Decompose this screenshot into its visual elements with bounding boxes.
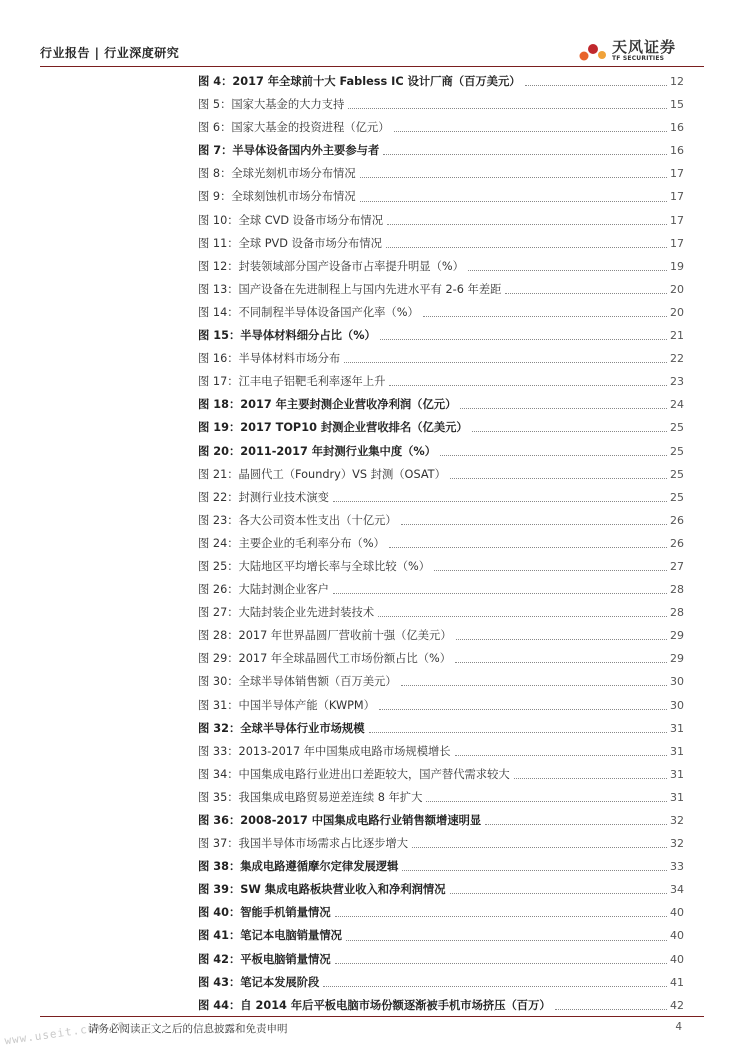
dot-leader bbox=[348, 108, 667, 109]
dot-leader bbox=[335, 916, 667, 917]
toc-entry-label: 图 39：SW 集成电路板块营业收入和净利润情况 bbox=[198, 883, 446, 897]
dot-leader bbox=[555, 1009, 667, 1010]
toc-entry-page: 32 bbox=[670, 814, 684, 827]
toc-entry-page: 26 bbox=[670, 536, 684, 550]
toc-entry-page: 16 bbox=[670, 144, 684, 158]
toc-entry-page: 26 bbox=[670, 513, 684, 527]
toc-entry-page: 15 bbox=[670, 98, 684, 112]
toc-entry-label: 图 25：大陆地区平均增长率与全球比较（%） bbox=[198, 559, 431, 573]
company-logo bbox=[578, 34, 698, 66]
toc-entry-label: 图 21：晶圆代工（Foundry）VS 封测（OSAT） bbox=[198, 467, 446, 481]
logo-text-en: TF SECURITIES bbox=[612, 55, 665, 62]
dot-leader bbox=[423, 316, 667, 317]
toc-entry-page: 27 bbox=[670, 559, 684, 573]
toc-entry-label: 图 12：封装领域部分国产设备市占率提升明显（%） bbox=[198, 259, 464, 273]
toc-entry-label: 图 42：平板电脑销量情况 bbox=[198, 952, 331, 966]
toc-entry-label: 图 4：2017 年全球前十大 Fabless IC 设计厂商（百万美元） bbox=[198, 75, 521, 88]
toc-entry[interactable] bbox=[198, 463, 684, 486]
dot-leader bbox=[369, 732, 667, 733]
toc-entry[interactable] bbox=[198, 647, 684, 670]
toc-entry-label: 图 29：2017 年全球晶圆代工市场份额占比（%） bbox=[198, 652, 452, 666]
toc-entry[interactable] bbox=[198, 670, 684, 693]
toc-entry-label: 图 40：智能手机销量情况 bbox=[198, 906, 331, 920]
dot-leader bbox=[456, 639, 667, 640]
toc-entry[interactable] bbox=[198, 786, 684, 809]
toc-entry[interactable] bbox=[198, 740, 684, 763]
toc-entry[interactable] bbox=[198, 301, 684, 324]
toc-entry-label: 图 14：不同制程半导体设备国产化率（%） bbox=[198, 305, 419, 319]
toc-entry-page: 42 bbox=[670, 998, 684, 1012]
toc-entry-page: 25 bbox=[670, 444, 684, 458]
dot-leader bbox=[450, 478, 667, 479]
toc-entry[interactable] bbox=[198, 370, 684, 393]
toc-entry-label: 图 34：中国集成电路行业进出口差距较大，国产替代需求较大 bbox=[198, 767, 510, 781]
dot-leader bbox=[525, 85, 667, 86]
toc-entry[interactable] bbox=[198, 416, 684, 439]
toc-entry[interactable] bbox=[198, 901, 684, 924]
toc-entry-page: 31 bbox=[670, 767, 684, 781]
toc-entry-label: 图 6：国家大基金的投资进程（亿元） bbox=[198, 121, 390, 135]
toc-entry[interactable] bbox=[198, 116, 684, 139]
toc-entry[interactable] bbox=[198, 578, 684, 601]
toc-entry-label: 图 36：2008-2017 中国集成电路行业销售额增速明显 bbox=[198, 814, 482, 827]
logo-text-cn: 天风证券 bbox=[612, 38, 677, 56]
page-header bbox=[40, 40, 704, 64]
toc-entry[interactable] bbox=[198, 694, 684, 717]
watermark: www.useit.com.cn bbox=[3, 1017, 127, 1048]
toc-entry[interactable] bbox=[198, 347, 684, 370]
toc-entry-page: 20 bbox=[670, 305, 684, 319]
dot-leader bbox=[412, 847, 667, 848]
dot-leader bbox=[460, 408, 667, 409]
toc-entry[interactable] bbox=[198, 255, 684, 278]
toc-entry-label: 图 30：全球半导体销售额（百万美元） bbox=[198, 675, 397, 689]
toc-entry-label: 图 18：2017 年主要封测企业营收净利润（亿元） bbox=[198, 398, 457, 412]
dot-leader bbox=[383, 154, 667, 155]
dot-leader bbox=[380, 339, 667, 340]
toc-entry-page: 29 bbox=[670, 629, 684, 643]
toc-entry[interactable] bbox=[198, 717, 684, 740]
toc-entry-page: 20 bbox=[670, 282, 684, 296]
dot-leader bbox=[505, 293, 667, 294]
dot-leader bbox=[401, 524, 667, 525]
toc-entry[interactable] bbox=[198, 924, 684, 947]
toc-entry[interactable] bbox=[198, 832, 684, 855]
toc-entry-label: 图 32：全球半导体行业市场规模 bbox=[198, 721, 365, 735]
dot-leader bbox=[472, 431, 667, 432]
toc-entry-page: 40 bbox=[670, 929, 684, 943]
toc-entry-label: 图 26：大陆封测企业客户 bbox=[198, 583, 329, 597]
toc-entry-label: 图 17：江丰电子铝靶毛利率逐年上升 bbox=[198, 375, 386, 389]
toc-entry-label: 图 13：国产设备在先进制程上与国内先进水平有 2-6 年差距 bbox=[198, 282, 502, 296]
toc-entry-label: 图 38：集成电路遵循摩尔定律发展逻辑 bbox=[198, 860, 399, 874]
toc-entry-label: 图 10：全球 CVD 设备市场分布情况 bbox=[198, 213, 384, 227]
toc-entry-page: 30 bbox=[670, 698, 684, 712]
toc-entry-label: 图 19：2017 TOP10 封测企业营收排名（亿美元） bbox=[198, 421, 468, 435]
toc-entry-page: 30 bbox=[670, 675, 684, 689]
toc-entry[interactable] bbox=[198, 555, 684, 578]
toc-entry-label: 图 28：2017 年世界晶圆厂营收前十强（亿美元） bbox=[198, 629, 452, 643]
toc-entry-page: 25 bbox=[670, 421, 684, 435]
toc-entry[interactable] bbox=[198, 948, 684, 971]
toc-entry-page: 31 bbox=[670, 721, 684, 735]
toc-entry-label: 图 11：全球 PVD 设备市场分布情况 bbox=[198, 236, 382, 250]
dot-leader bbox=[455, 755, 667, 756]
dot-leader bbox=[346, 940, 667, 941]
toc-entry-label: 图 7：半导体设备国内外主要参与者 bbox=[198, 144, 380, 158]
toc-entry-page: 40 bbox=[670, 952, 684, 966]
dot-leader bbox=[426, 801, 667, 802]
page-number: 4 bbox=[675, 1021, 682, 1033]
toc-entry-label: 图 37：我国半导体市场需求占比逐步增大 bbox=[198, 837, 409, 851]
toc-entry[interactable] bbox=[198, 809, 684, 832]
toc-entry-page: 41 bbox=[670, 975, 684, 989]
toc-entry-page: 31 bbox=[670, 790, 684, 804]
footer-divider bbox=[40, 1016, 704, 1017]
header-divider bbox=[40, 66, 704, 67]
toc-entry[interactable] bbox=[198, 994, 684, 1017]
dot-leader bbox=[485, 824, 667, 825]
toc-entry-label: 图 15：半导体材料细分占比（%） bbox=[198, 329, 376, 343]
dot-leader bbox=[335, 963, 667, 964]
logo-mark-icon bbox=[578, 40, 608, 62]
toc-entry[interactable] bbox=[198, 278, 684, 301]
dot-leader bbox=[333, 593, 667, 594]
dot-leader bbox=[389, 385, 667, 386]
toc-entry-page: 17 bbox=[670, 167, 684, 181]
toc-entry-label: 图 35：我国集成电路贸易逆差连续 8 年扩大 bbox=[198, 790, 423, 804]
toc-entry-label: 图 44：自 2014 年后平板电脑市场份额逐渐被手机市场挤压（百万） bbox=[198, 998, 551, 1012]
toc-entry-page: 17 bbox=[670, 236, 684, 250]
toc-entry-label: 图 5：国家大基金的大力支持 bbox=[198, 98, 345, 112]
toc-entry[interactable] bbox=[198, 440, 684, 463]
toc-entry[interactable] bbox=[198, 971, 684, 994]
dot-leader bbox=[323, 986, 667, 987]
toc-entry-page: 17 bbox=[670, 190, 684, 204]
toc-entry-page: 29 bbox=[670, 652, 684, 666]
toc-entry[interactable] bbox=[198, 624, 684, 647]
toc-entry-label: 图 41：笔记本电脑销量情况 bbox=[198, 929, 342, 943]
toc-entry[interactable] bbox=[198, 93, 684, 116]
toc-entry[interactable] bbox=[198, 185, 684, 208]
dot-leader bbox=[394, 131, 667, 132]
figure-index-list bbox=[198, 70, 684, 1017]
toc-entry[interactable] bbox=[198, 855, 684, 878]
toc-entry-page: 25 bbox=[670, 490, 684, 504]
toc-entry-page: 23 bbox=[670, 375, 684, 389]
toc-entry-page: 19 bbox=[670, 259, 684, 273]
toc-entry-page: 12 bbox=[670, 75, 684, 88]
dot-leader bbox=[360, 201, 667, 202]
toc-entry[interactable] bbox=[198, 324, 684, 347]
dot-leader bbox=[333, 501, 667, 502]
dot-leader bbox=[379, 709, 667, 710]
toc-entry[interactable] bbox=[198, 763, 684, 786]
dot-leader bbox=[378, 616, 667, 617]
toc-entry-page: 32 bbox=[670, 837, 684, 851]
toc-entry-page: 17 bbox=[670, 213, 684, 227]
toc-entry-page: 34 bbox=[670, 883, 684, 897]
toc-entry[interactable] bbox=[198, 486, 684, 509]
dot-leader bbox=[386, 247, 667, 248]
toc-entry-page: 31 bbox=[670, 744, 684, 758]
toc-entry[interactable] bbox=[198, 209, 684, 232]
toc-entry-label: 图 23：各大公司资本性支出（十亿元） bbox=[198, 513, 397, 527]
toc-entry-page: 40 bbox=[670, 906, 684, 920]
dot-leader bbox=[401, 685, 667, 686]
toc-entry[interactable] bbox=[198, 139, 684, 162]
toc-entry[interactable] bbox=[198, 878, 684, 901]
toc-entry[interactable] bbox=[198, 532, 684, 555]
toc-entry-label: 图 22：封测行业技术演变 bbox=[198, 490, 329, 504]
report-category: 行业报告 | 行业深度研究 bbox=[40, 46, 180, 60]
toc-entry-label: 图 43：笔记本发展阶段 bbox=[198, 975, 320, 989]
toc-entry-label: 图 24：主要企业的毛利率分布（%） bbox=[198, 536, 385, 550]
toc-entry-page: 24 bbox=[670, 398, 684, 412]
toc-entry-page: 28 bbox=[670, 583, 684, 597]
toc-entry[interactable] bbox=[198, 70, 684, 93]
dot-leader bbox=[514, 778, 667, 779]
toc-entry-label: 图 33：2013-2017 年中国集成电路市场规模增长 bbox=[198, 744, 451, 758]
toc-entry-label: 图 20：2011-2017 年封测行业集中度（%） bbox=[198, 444, 437, 458]
toc-entry-label: 图 9：全球刻蚀机市场分布情况 bbox=[198, 190, 356, 204]
footer-disclaimer: 请务必阅读正文之后的信息披露和免责申明 bbox=[88, 1023, 288, 1035]
dot-leader bbox=[455, 662, 667, 663]
dot-leader bbox=[440, 455, 667, 456]
toc-entry-page: 16 bbox=[670, 121, 684, 135]
toc-entry[interactable] bbox=[198, 232, 684, 255]
toc-entry[interactable] bbox=[198, 509, 684, 532]
dot-leader bbox=[468, 270, 667, 271]
toc-entry-page: 25 bbox=[670, 467, 684, 481]
toc-entry-page: 21 bbox=[670, 329, 684, 343]
toc-entry[interactable] bbox=[198, 162, 684, 185]
toc-entry-label: 图 8：全球光刻机市场分布情况 bbox=[198, 167, 356, 181]
dot-leader bbox=[389, 547, 667, 548]
dot-leader bbox=[344, 362, 667, 363]
toc-entry-page: 33 bbox=[670, 860, 684, 874]
toc-entry[interactable] bbox=[198, 601, 684, 624]
toc-entry[interactable] bbox=[198, 393, 684, 416]
dot-leader bbox=[402, 870, 667, 871]
toc-entry-label: 图 27：大陆封装企业先进封装技术 bbox=[198, 606, 375, 620]
dot-leader bbox=[360, 177, 667, 178]
dot-leader bbox=[434, 570, 667, 571]
dot-leader bbox=[450, 893, 667, 894]
dot-leader bbox=[387, 224, 667, 225]
toc-entry-label: 图 16：半导体材料市场分布 bbox=[198, 352, 341, 366]
toc-entry-page: 28 bbox=[670, 606, 684, 620]
toc-entry-page: 22 bbox=[670, 352, 684, 366]
toc-entry-label: 图 31：中国半导体产能（KWPM） bbox=[198, 698, 375, 712]
